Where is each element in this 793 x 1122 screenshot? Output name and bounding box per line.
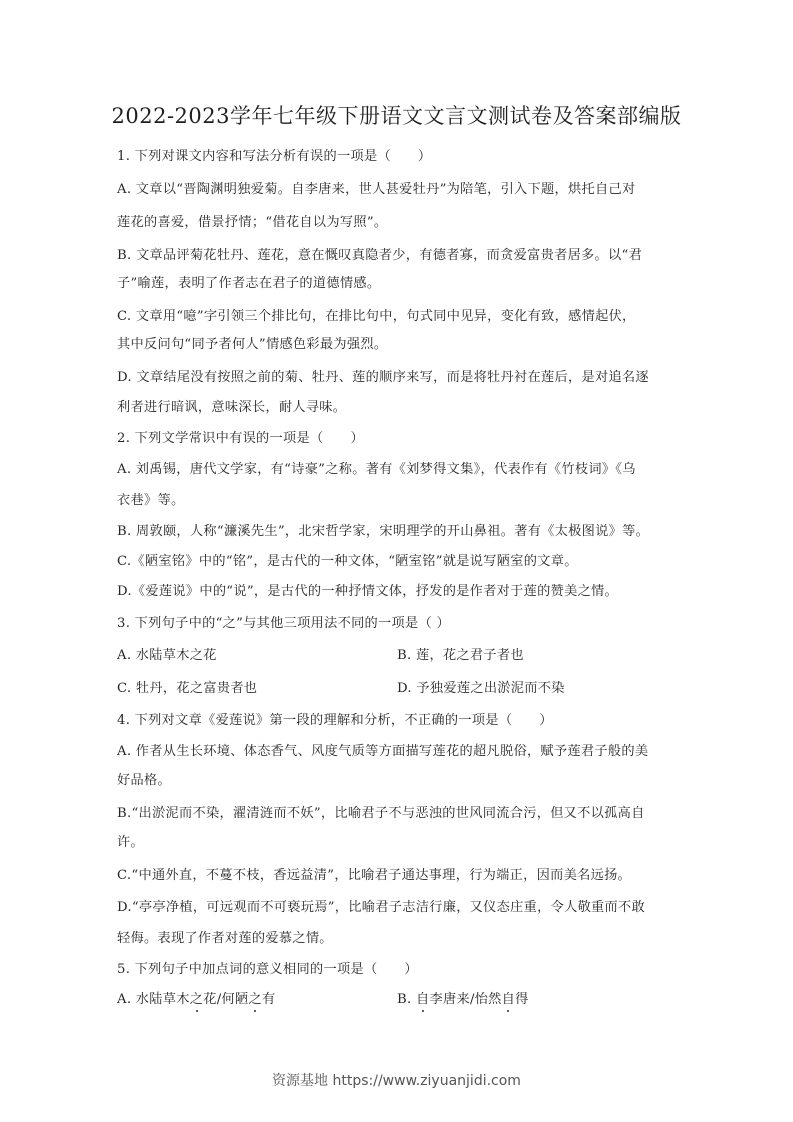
emphasis-dotted-char: 自 [416,988,430,1007]
question-4-option-c: C.“中通外直，不蔓不枝，香远益清”，比喻君子通达事理，行为端正，因而美名远扬。 [117,868,632,883]
option-text: B. [397,992,416,1007]
question-1-option-c-line-2: 其中反问句“同予者何人”情感色彩最为强烈。 [117,337,388,352]
question-5-option-a [117,988,275,1007]
emphasis-dotted-char: 之 [190,988,204,1007]
question-2-option-c: C.《陋室铭》中的“铭”，是古代的一种文体，“陋室铭”就是说写陋室的文章。 [117,554,578,569]
question-1-stem: 1. 下列对课文内容和写法分析有误的一项是（ ） [117,149,432,164]
footer-watermark: 资源基地 https://www.ziyuanjidi.com [272,1073,521,1089]
question-2-stem: 2. 下列文学常识中有误的一项是（ ） [117,431,364,446]
question-1-option-d-line-1: D. 文章结尾没有按照之前的菊、牡丹、莲的顺序来写，而是将牡丹衬在莲后，是对追名逐 [117,370,649,385]
option-text: 李唐来/怡然 [429,992,502,1007]
document-title: 2022-2023学年七年级下册语文文言文测试卷及答案部编版 [111,104,682,128]
question-3-option-b: B. 莲，花之君子者也 [397,648,524,663]
question-3-option-c: C. 牡丹，花之富贵者也 [117,681,258,696]
emphasis-dotted-char: 之 [248,988,262,1007]
question-2-option-a-line-2: 衣巷》等。 [117,493,185,508]
option-text: 得 [515,992,529,1007]
question-5-stem: 5. 下列句子中加点词的意义相同的一项是（ ） [117,962,418,977]
question-1-option-b-line-1: B. 文章品评菊花牡丹、莲花，意在慨叹真隐者少，有德者寡，而贪爱富贵者居多。以“君 [117,248,643,263]
question-1-option-d-line-2: 利者进行暗讽，意味深长，耐人寻味。 [117,400,347,415]
emphasis-dotted-char: 自 [502,988,516,1007]
option-text: A. 水陆草木 [117,992,190,1007]
option-text: 有 [261,992,276,1007]
question-2-option-b: B. 周敦颐，人称“濂溪先生”，北宋哲学家，宋明理学的开山鼻祖。著有《太极图说》等。 [117,524,650,539]
question-5-option-b [397,988,529,1007]
question-4-option-a-line-1: A. 作者从生长环境、体态香气、风度气质等方面描写莲花的超凡脱俗，赋予莲君子般的美 [117,744,649,759]
question-1-option-c-line-1: C. 文章用“噫”字引领三个排比句，在排比句中，句式同中见异，变化有致，感情起伏， [117,309,636,324]
question-2-option-a-line-1: A. 刘禹锡，唐代文学家，有“诗豪”之称。著有《刘梦得文集》，代表作有《竹枝词》《乌 [117,462,636,477]
question-4-option-b-line-1: B.“出淤泥而不染，濯清涟而不妖”，比喻君子不与恶浊的世风同流合污，但又不以孤高自 [117,806,645,821]
question-3-option-d: D. 予独爱莲之出淤泥而不染 [397,681,565,696]
question-4-option-d-line-1: D.“亭亭净植，可远观而不可亵玩焉”，比喻君子志洁行廉，又仪态庄重，令人敬重而不敢 [117,900,646,915]
question-3-option-a: A. 水陆草木之花 [117,648,217,663]
question-3-stem: 3. 下列句子中的“之”与其他三项用法不同的一项是（ ） [117,616,450,631]
question-4-option-b-line-2: 许。 [117,835,144,850]
question-4-option-a-line-2: 好品格。 [117,773,171,788]
question-2-option-d: D.《爱莲说》中的“说”，是古代的一种抒情文体，抒发的是作者对于莲的赞美之情。 [117,584,619,599]
question-4-stem: 4. 下列对文章《爱莲说》第一段的理解和分析，不正确的一项是（ ） [117,713,553,728]
question-4-option-d-line-2: 轻侮。表现了作者对莲的爱慕之情。 [117,931,333,946]
question-1-option-a-line-2: 莲花的喜爱，借景抒情；“借花自以为写照”。 [117,215,388,230]
question-1-option-a-line-1: A. 文章以“晋陶渊明独爱菊。自李唐来，世人甚爱牡丹”为陪笔，引入下题，烘托自己对 [117,182,636,197]
option-text: 花/何陋 [203,992,249,1007]
question-1-option-b-line-2: 子”喻莲，表明了作者志在君子的道德情感。 [117,276,381,291]
